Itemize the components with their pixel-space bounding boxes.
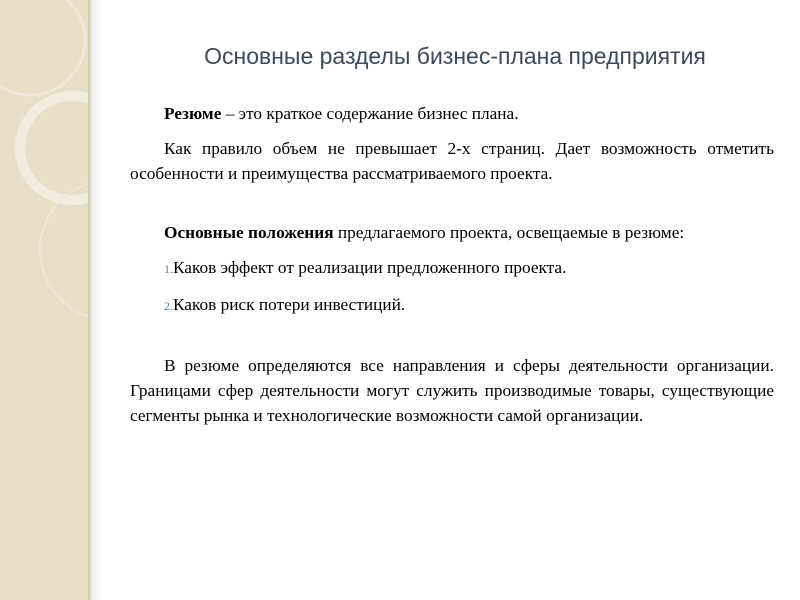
list-item-text: Каков эффект от реализации предложенного проекта. [173,258,567,277]
list-item [130,292,774,319]
paragraph-resume-definition [130,101,774,126]
sidebar-shadow [92,0,102,600]
paragraph-length: Как правило объем не превышает 2-х страниц. Дает возможность отметить особенности и преимущества рассматриваемого проекта. [130,139,774,183]
term-main-points: Основные положения [164,223,334,242]
paragraph-main-points [130,220,774,245]
list-item-text: Каков риск потери инвестиций. [173,295,406,314]
list-item [130,255,774,282]
main-points-text: предлагаемого проекта, освещаемые в резюме: [333,223,685,242]
decorative-sidebar [0,0,88,600]
term-resume: Резюме [164,104,222,123]
resume-definition-text: – это краткое содержание бизнес плана. [221,104,519,123]
paragraph-activity-scope: В резюме определяются все направления и сферы деятельности организации. Границами сфер деятельности могут служить производимые товары, существующие сегменты рынка и технологические возможности самой организации. [130,356,774,425]
decorative-circles-graphic [0,0,88,600]
slide-title: Основные разделы бизнес-плана предприятия [204,43,706,69]
list-number: 2. [164,299,173,313]
list-number: 1. [164,262,173,276]
slide-content [130,101,774,428]
